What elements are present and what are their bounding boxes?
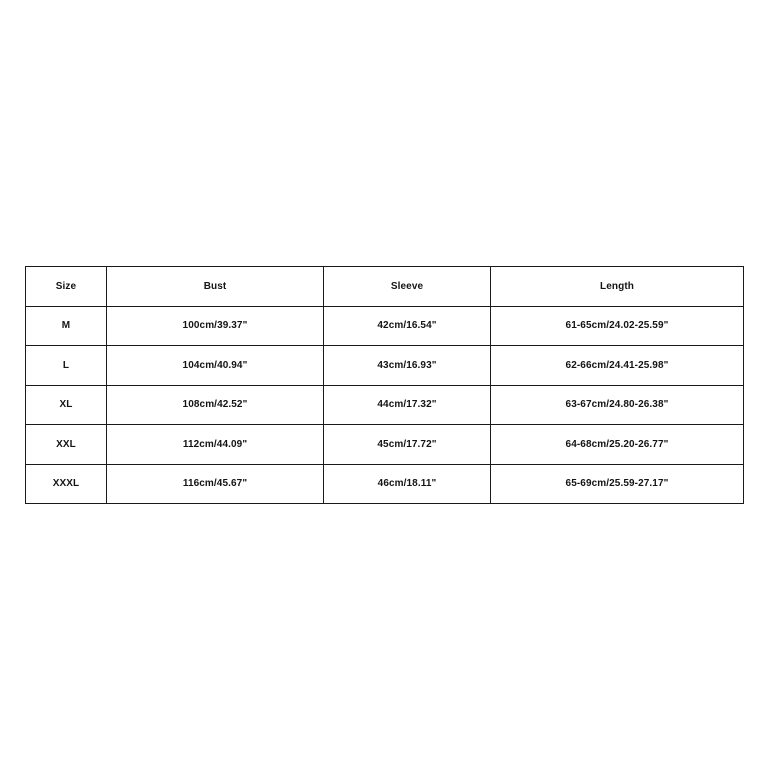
table-header-row (26, 267, 744, 307)
size-chart-container (25, 266, 743, 504)
column-header-bust: Bust (107, 267, 324, 307)
cell-bust: 100cm/39.37" (107, 306, 324, 346)
column-header-sleeve: Sleeve (324, 267, 491, 307)
cell-bust: 116cm/45.67" (107, 464, 324, 504)
cell-bust: 112cm/44.09" (107, 425, 324, 465)
cell-sleeve: 43cm/16.93" (324, 346, 491, 386)
cell-length: 62-66cm/24.41-25.98" (491, 346, 744, 386)
cell-length: 65-69cm/25.59-27.17" (491, 464, 744, 504)
cell-length: 63-67cm/24.80-26.38" (491, 385, 744, 425)
cell-size: XXL (26, 425, 107, 465)
column-header-size: Size (26, 267, 107, 307)
cell-size: XXXL (26, 464, 107, 504)
table-row (26, 346, 744, 386)
cell-bust: 104cm/40.94" (107, 346, 324, 386)
column-header-length: Length (491, 267, 744, 307)
cell-sleeve: 46cm/18.11" (324, 464, 491, 504)
cell-sleeve: 42cm/16.54" (324, 306, 491, 346)
cell-sleeve: 44cm/17.32" (324, 385, 491, 425)
table-row (26, 464, 744, 504)
table-row (26, 425, 744, 465)
cell-length: 64-68cm/25.20-26.77" (491, 425, 744, 465)
cell-size: L (26, 346, 107, 386)
table-row (26, 306, 744, 346)
size-chart-table (25, 266, 744, 504)
table-row (26, 385, 744, 425)
cell-sleeve: 45cm/17.72" (324, 425, 491, 465)
cell-bust: 108cm/42.52" (107, 385, 324, 425)
cell-length: 61-65cm/24.02-25.59" (491, 306, 744, 346)
cell-size: M (26, 306, 107, 346)
cell-size: XL (26, 385, 107, 425)
